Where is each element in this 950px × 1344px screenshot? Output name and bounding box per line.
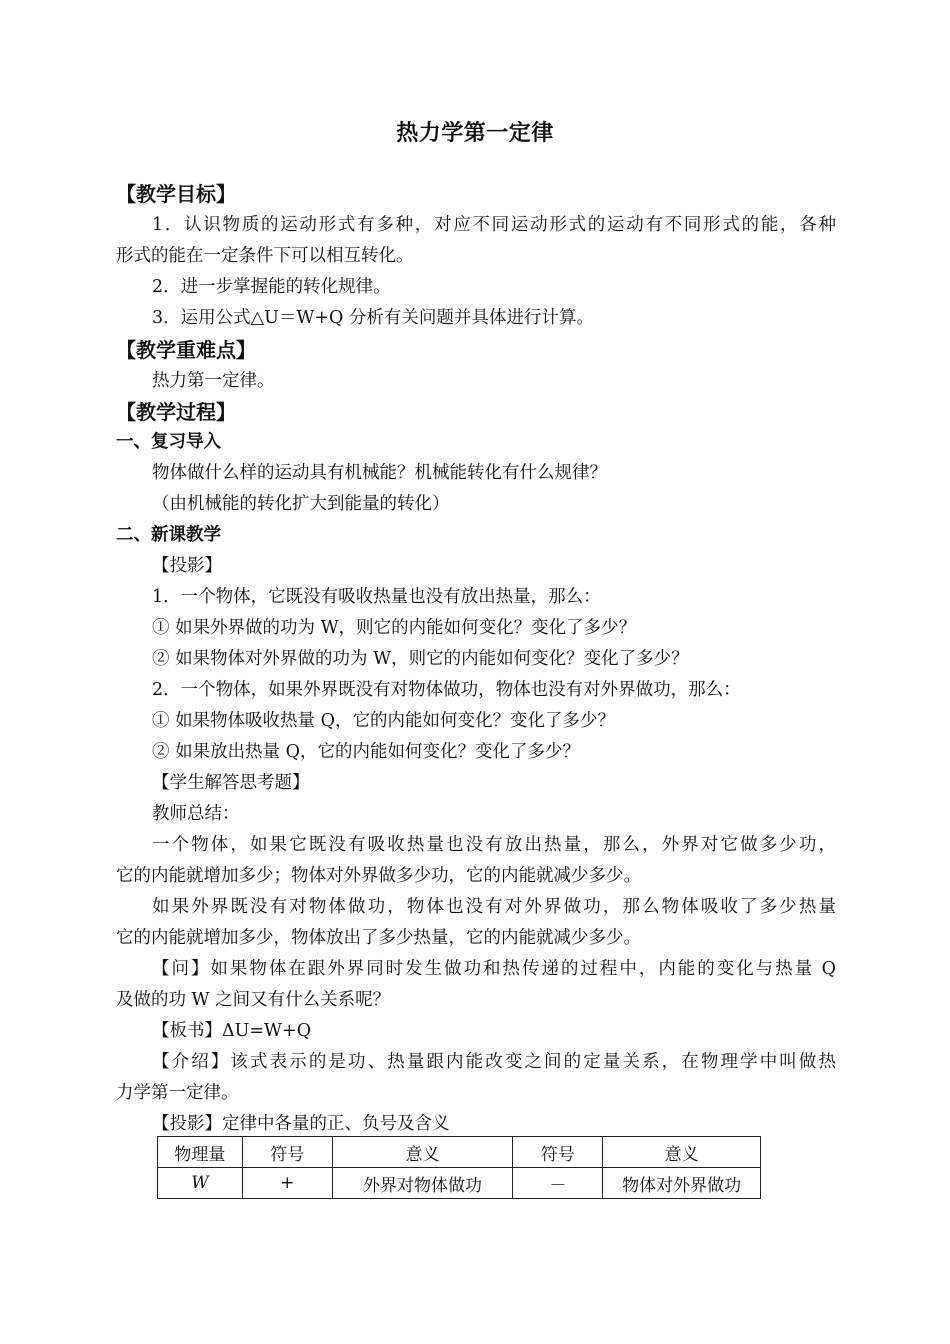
- review-question: 物体做什么样的运动具有机械能？机械能转化有什么规律？: [152, 463, 607, 483]
- table-cell: 物体对外界做功: [603, 1168, 761, 1199]
- table-header-cell: 物理量: [158, 1137, 243, 1168]
- table-header-cell: 意义: [603, 1137, 761, 1168]
- summary-1-line-1: 一个物体，如果它既没有吸收热量也没有放出热量，那么，外界对它做多少功，: [152, 835, 836, 855]
- summary-2-line-2: 它的内能就增加多少，物体放出了多少热量，它的内能就减少多少。: [116, 928, 641, 948]
- goal-item-3: 3．运用公式△U＝W+Q 分析有关问题并具体进行计算。: [152, 308, 594, 328]
- part1-heading: 一、复习导入: [116, 432, 221, 452]
- problem-2: 2．一个物体，如果外界既没有对物体做功，物体也没有对外界做功，那么：: [152, 680, 741, 700]
- problem-1: 1．一个物体，它既没有吸收热量也没有放出热量，那么：: [152, 587, 601, 607]
- page-title: 热力学第一定律: [396, 121, 554, 146]
- goals-heading: 【教学目标】: [116, 182, 236, 206]
- table-cell: +: [242, 1168, 332, 1199]
- projection-label: 【投影】: [152, 556, 222, 576]
- teacher-summary-label: 教师总结：: [152, 804, 240, 824]
- review-note: （由机械能的转化扩大到能量的转化）: [152, 494, 450, 514]
- summary-2-line-1: 如果外界既没有对物体做功，物体也没有对外界做功，那么物体吸收了多少热量: [152, 897, 836, 917]
- students-answer-label: 【学生解答思考题】: [152, 773, 310, 793]
- goal-item-2: 2．进一步掌握能的转化规律。: [152, 277, 391, 297]
- problem-1-a: ① 如果外界做的功为 W，则它的内能如何变化？变化了多少？: [152, 618, 637, 638]
- part2-heading: 二、新课教学: [116, 525, 221, 545]
- process-heading: 【教学过程】: [116, 400, 236, 424]
- problem-2-b: ② 如果放出热量 Q，它的内能如何变化？变化了多少？: [152, 742, 580, 762]
- table-cell: W: [158, 1168, 243, 1199]
- board-formula: 【板书】ΔU=W+Q: [152, 1021, 312, 1041]
- goal-item-1-line-2: 形式的能在一定条件下可以相互转化。: [116, 246, 414, 266]
- difficulty-heading: 【教学重难点】: [116, 338, 256, 362]
- problem-1-b: ② 如果物体对外界做的功为 W，则它的内能如何变化？变化了多少？: [152, 649, 689, 669]
- sign-table: [157, 1136, 761, 1199]
- table-header-cell: 符号: [242, 1137, 332, 1168]
- question-line-2: 及做的功 W 之间又有什么关系呢？: [116, 990, 391, 1010]
- table-row: [158, 1168, 761, 1199]
- intro-line-1: 【介绍】该式表示的是功、热量跟内能改变之间的定量关系，在物理学中叫做热: [152, 1052, 836, 1072]
- table-header-cell: 符号: [513, 1137, 603, 1168]
- problem-2-a: ① 如果物体吸收热量 Q，它的内能如何变化？变化了多少？: [152, 711, 615, 731]
- projection-2-label: 【投影】定律中各量的正、负号及含义: [152, 1114, 450, 1134]
- table-header-row: [158, 1137, 761, 1168]
- table-cell: 外界对物体做功: [332, 1168, 513, 1199]
- summary-1-line-2: 它的内能就增加多少；物体对外界做多少功，它的内能就减少多少。: [116, 866, 641, 886]
- table-cell: －: [513, 1168, 603, 1199]
- difficulty-text: 热力第一定律。: [152, 371, 275, 391]
- question-line-1: 【问】如果物体在跟外界同时发生做功和热传递的过程中，内能的变化与热量 Q: [152, 959, 836, 979]
- table-header-cell: 意义: [332, 1137, 513, 1168]
- intro-line-2: 力学第一定律。: [116, 1083, 239, 1103]
- goal-item-1-line-1: 1．认识物质的运动形式有多种，对应不同运动形式的运动有不同形式的能，各种: [152, 215, 836, 235]
